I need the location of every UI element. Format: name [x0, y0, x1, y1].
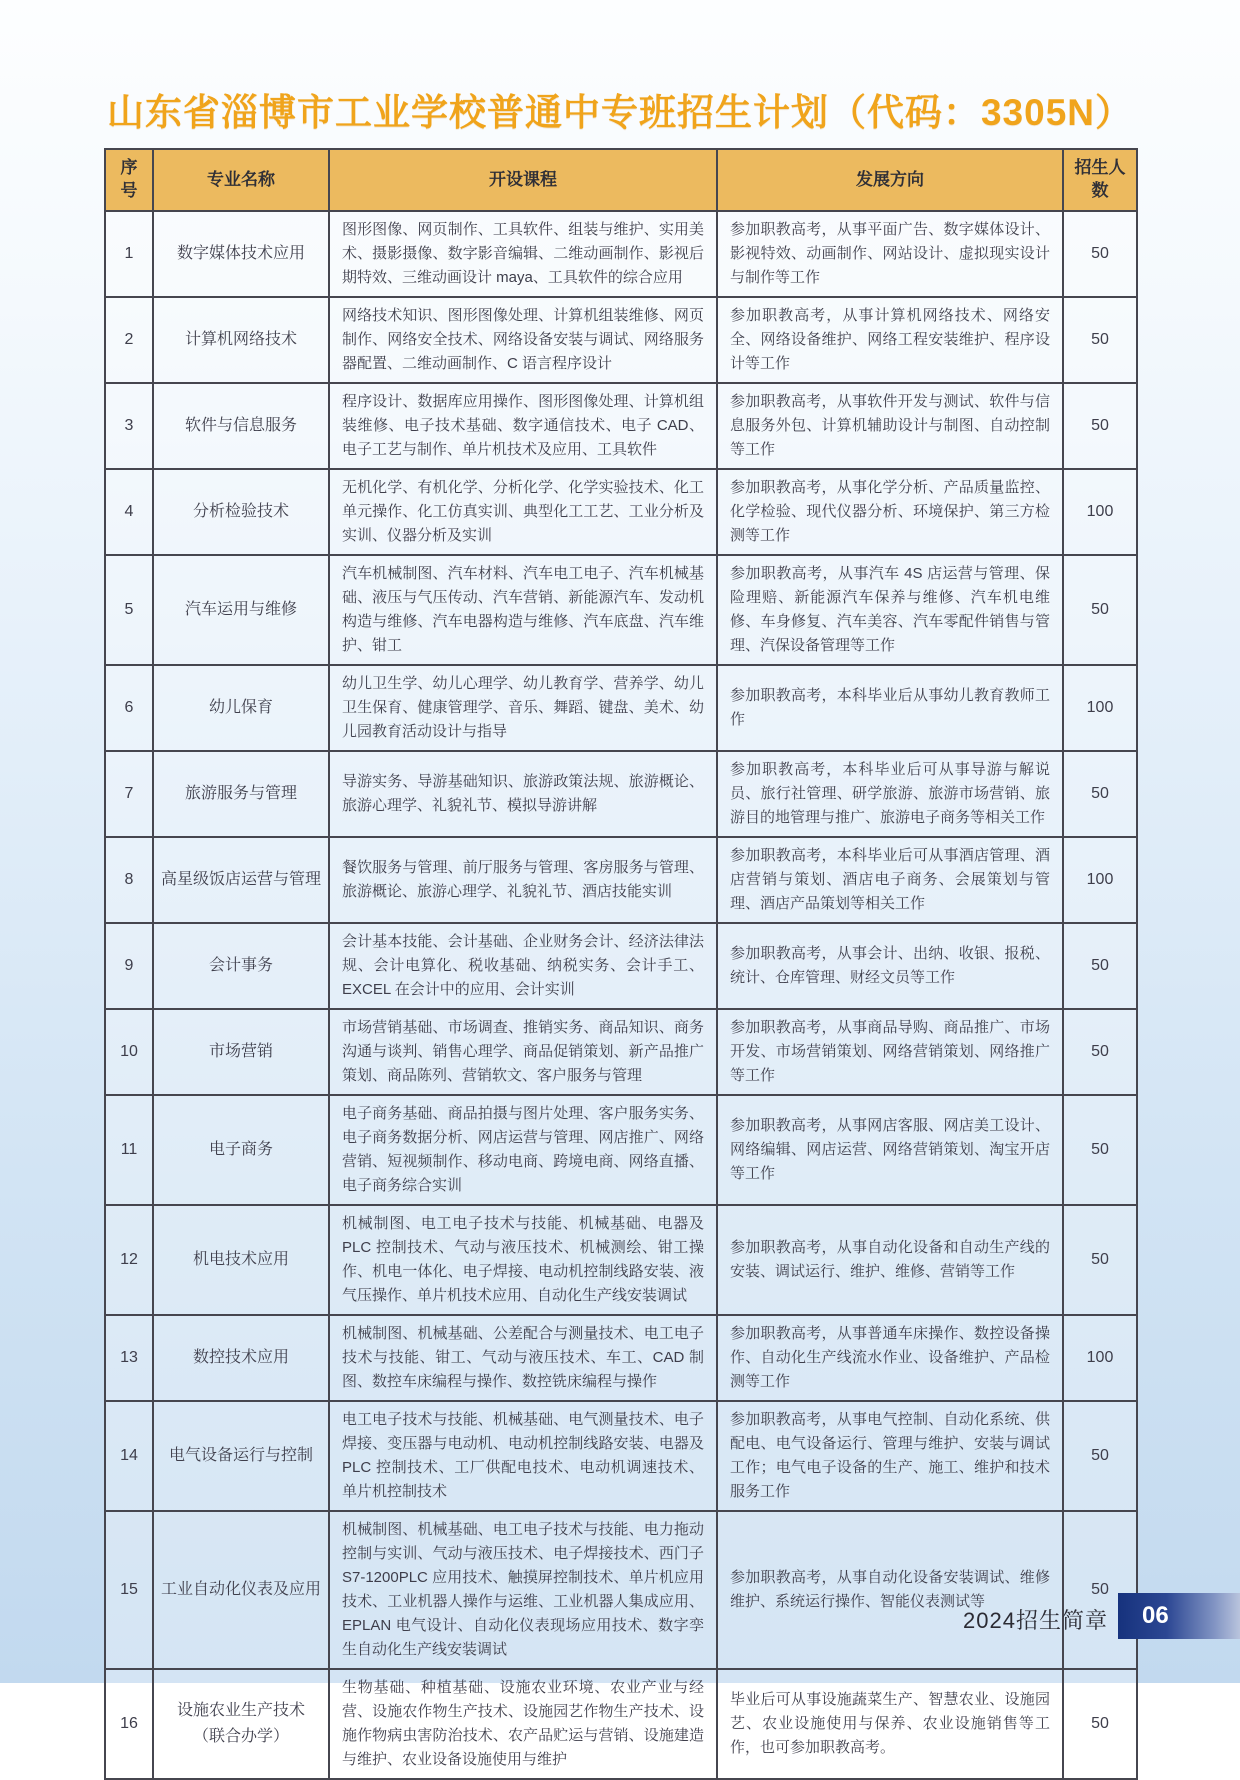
row-number: 15: [105, 1511, 153, 1669]
courses-offered: 生物基础、种植基础、设施农业环境、农业产业与经营、设施农作物生产技术、设施园艺作物生产技术、设施作物病虫害防治技术、农产品贮运与营销、设施建造与维护、农业设备设施使用与维护: [329, 1669, 717, 1779]
development-direction: 参加职教高考，从事电气控制、自动化系统、供配电、电气设备运行、管理与维护、安装与调试工作；电气电子设备的生产、施工、维护和技术服务工作: [717, 1401, 1063, 1511]
development-direction: 毕业后可从事设施蔬菜生产、智慧农业、设施园艺、农业设施使用与保养、农业设施销售等工作，也可参加职教高考。: [717, 1669, 1063, 1779]
header-quota: 招生人数: [1063, 149, 1137, 211]
major-name-text: 工业自动化仪表及应用: [160, 1581, 321, 1599]
page-title: 山东省淄博市工业学校普通中专班招生计划（代码：3305N）: [106, 92, 1134, 133]
enrollment-quota: 50: [1063, 555, 1137, 665]
row-number: 13: [105, 1315, 153, 1401]
courses-offered: 机械制图、电工电子技术与技能、机械基础、电器及 PLC 控制技术、气动与液压技术、机械测绘、钳工操作、机电一体化、电子焊接、电动机控制线路安装、液气压操作、单片机技术应用、自动化生产线安装调试: [329, 1205, 717, 1315]
major-name-text: 计算机网络技术: [184, 331, 297, 349]
major-name: [153, 1315, 329, 1401]
development-direction: 参加职教高考，从事化学分析、产品质量监控、化学检验、现代仪器分析、环境保护、第三方检测等工作: [717, 469, 1063, 555]
table-row: [105, 1095, 1137, 1205]
enrollment-quota: 100: [1063, 1315, 1137, 1401]
row-number: 9: [105, 923, 153, 1009]
major-name: [153, 751, 329, 837]
courses-offered: 图形图像、网页制作、工具软件、组装与维护、实用美术、摄影摄像、数字影音编辑、二维动画制作、影视后期特效、三维动画设计 maya、工具软件的综合应用: [329, 211, 717, 297]
major-name-text: 电气设备运行与控制: [168, 1447, 313, 1465]
table-row: [105, 923, 1137, 1009]
courses-offered: 幼儿卫生学、幼儿心理学、幼儿教育学、营养学、幼儿卫生保育、健康管理学、音乐、舞蹈、键盘、美术、幼儿园教育活动设计与指导: [329, 665, 717, 751]
courses-offered: 网络技术知识、图形图像处理、计算机组装维修、网页制作、网络安全技术、网络设备安装与调试、网络服务器配置、二维动画制作、C 语言程序设计: [329, 297, 717, 383]
row-number: 4: [105, 469, 153, 555]
table-row: [105, 1205, 1137, 1315]
table-body: [105, 211, 1137, 1779]
development-direction: 参加职教高考，从事汽车 4S 店运营与管理、保险理赔、新能源汽车保养与维修、汽车机电维修、车身修复、汽车美容、汽车零配件销售与管理、汽保设备管理等工作: [717, 555, 1063, 665]
enrollment-quota: 50: [1063, 923, 1137, 1009]
table-row: [105, 297, 1137, 383]
major-name: [153, 297, 329, 383]
row-number: 12: [105, 1205, 153, 1315]
enrollment-quota: 100: [1063, 665, 1137, 751]
major-name: [153, 1669, 329, 1779]
development-direction: 参加职教高考，从事计算机网络技术、网络安全、网络设备维护、网络工程安装维护、程序设计等工作: [717, 297, 1063, 383]
row-number: 11: [105, 1095, 153, 1205]
row-number: 8: [105, 837, 153, 923]
development-direction: 参加职教高考，从事自动化设备安装调试、维修维护、系统运行操作、智能仪表测试等: [717, 1511, 1063, 1669]
enrollment-quota: 50: [1063, 1401, 1137, 1511]
courses-offered: 机械制图、机械基础、公差配合与测量技术、电工电子技术与技能、钳工、气动与液压技术、车工、CAD 制图、数控车床编程与操作、数控铣床编程与操作: [329, 1315, 717, 1401]
major-name-text: 高星级饭店运营与管理: [160, 871, 321, 889]
major-name: [153, 1205, 329, 1315]
courses-offered: 餐饮服务与管理、前厅服务与管理、客房服务与管理、旅游概论、旅游心理学、礼貌礼节、酒店技能实训: [329, 837, 717, 923]
development-direction: 参加职教高考，从事商品导购、商品推广、市场开发、市场营销策划、网络营销策划、网络推广等工作: [717, 1009, 1063, 1095]
table-row: [105, 383, 1137, 469]
courses-offered: 机械制图、机械基础、电工电子技术与技能、电力拖动控制与实训、气动与液压技术、电子焊接技术、西门子S7-1200PLC 应用技术、触摸屏控制技术、单片机应用技术、工业机器人操作与运维、工业机器人集成应用、EPLAN 电气设计、自动化仪表现场应用技术、数字孪生自动化生产线安装调试: [329, 1511, 717, 1669]
development-direction: 参加职教高考，本科毕业后可从事导游与解说员、旅行社管理、研学旅游、旅游市场营销、旅游目的地管理与推广、旅游电子商务等相关工作: [717, 751, 1063, 837]
enrollment-quota: 100: [1063, 469, 1137, 555]
major-name-text: 电子商务: [208, 1141, 273, 1159]
development-direction: 参加职教高考，从事自动化设备和自动生产线的安装、调试运行、维护、维修、营销等工作: [717, 1205, 1063, 1315]
development-direction: 参加职教高考，本科毕业后从事幼儿教育教师工作: [717, 665, 1063, 751]
major-name: [153, 1009, 329, 1095]
table-header: [105, 149, 1137, 211]
page-number-badge: [1118, 1593, 1240, 1639]
table-row: [105, 1009, 1137, 1095]
enrollment-quota: 50: [1063, 1095, 1137, 1205]
major-name-text: 旅游服务与管理: [184, 785, 297, 803]
major-name: [153, 923, 329, 1009]
row-number: 1: [105, 211, 153, 297]
row-number: 14: [105, 1401, 153, 1511]
row-number: 2: [105, 297, 153, 383]
development-direction: 参加职教高考，从事会计、出纳、收银、报税、统计、仓库管理、财经文员等工作: [717, 923, 1063, 1009]
major-name: [153, 211, 329, 297]
major-name-text: 幼儿保育: [208, 699, 273, 717]
enrollment-quota: 50: [1063, 1669, 1137, 1779]
table-row: [105, 211, 1137, 297]
header-major: 专业名称: [153, 149, 329, 211]
major-name-text: 市场营销: [208, 1043, 273, 1061]
courses-offered: 市场营销基础、市场调查、推销实务、商品知识、商务沟通与谈判、销售心理学、商品促销策划、新产品推广策划、商品陈列、营销软文、客户服务与管理: [329, 1009, 717, 1095]
table-row: [105, 837, 1137, 923]
table-row: [105, 1401, 1137, 1511]
courses-offered: 程序设计、数据库应用操作、图形图像处理、计算机组装维修、电子技术基础、数字通信技术、电子 CAD、电子工艺与制作、单片机技术及应用、工具软件: [329, 383, 717, 469]
courses-offered: 电工电子技术与技能、机械基础、电气测量技术、电子焊接、变压器与电动机、电动机控制线路安装、电器及 PLC 控制技术、工厂供配电技术、电动机调速技术、单片机控制技术: [329, 1401, 717, 1511]
courses-offered: 电子商务基础、商品拍摄与图片处理、客户服务实务、电子商务数据分析、网店运营与管理、网店推广、网络营销、短视频制作、移动电商、跨境电商、网络直播、电子商务综合实训: [329, 1095, 717, 1205]
table-row: [105, 1511, 1137, 1669]
enrollment-quota: 50: [1063, 1205, 1137, 1315]
table-row: [105, 469, 1137, 555]
major-name-text: 机电技术应用: [192, 1251, 289, 1269]
table-row: [105, 1669, 1137, 1779]
major-name: [153, 383, 329, 469]
row-number: 10: [105, 1009, 153, 1095]
enrollment-quota: 50: [1063, 1511, 1137, 1669]
courses-offered: 无机化学、有机化学、分析化学、化学实验技术、化工单元操作、化工仿真实训、典型化工工艺、工业分析及实训、仪器分析及实训: [329, 469, 717, 555]
row-number: 7: [105, 751, 153, 837]
courses-offered: 汽车机械制图、汽车材料、汽车电工电子、汽车机械基础、液压与气压传动、汽车营销、新能源汽车、发动机构造与维修、汽车电器构造与维修、汽车底盘、汽车维护、钳工: [329, 555, 717, 665]
major-name: [153, 469, 329, 555]
courses-offered: 导游实务、导游基础知识、旅游政策法规、旅游概论、旅游心理学、礼貌礼节、模拟导游讲解: [329, 751, 717, 837]
row-number: 5: [105, 555, 153, 665]
table-row: [105, 665, 1137, 751]
major-name: [153, 555, 329, 665]
major-name-text: 设施农业生产技术: [176, 1702, 305, 1720]
development-direction: 参加职教高考，本科毕业后可从事酒店管理、酒店营销与策划、酒店电子商务、会展策划与管理、酒店产品策划等相关工作: [717, 837, 1063, 923]
major-name: [153, 665, 329, 751]
major-name: [153, 837, 329, 923]
development-direction: 参加职教高考，从事平面广告、数字媒体设计、影视特效、动画制作、网站设计、虚拟现实设计与制作等工作: [717, 211, 1063, 297]
enrollment-quota: 50: [1063, 1009, 1137, 1095]
enrollment-quota: 50: [1063, 751, 1137, 837]
table-row: [105, 751, 1137, 837]
enrollment-quota: 100: [1063, 837, 1137, 923]
footer-label: 2024招生简章: [963, 1608, 1108, 1633]
major-name: [153, 1401, 329, 1511]
enrollment-plan-table: [104, 148, 1138, 1780]
table-row: [105, 555, 1137, 665]
major-name: [153, 1095, 329, 1205]
enrollment-quota: 50: [1063, 383, 1137, 469]
courses-offered: 会计基本技能、会计基础、企业财务会计、经济法律法规、会计电算化、税收基础、纳税实务、会计手工、EXCEL 在会计中的应用、会计实训: [329, 923, 717, 1009]
major-name: [153, 1511, 329, 1669]
major-name-text: 数控技术应用: [192, 1349, 289, 1367]
enrollment-quota: 50: [1063, 211, 1137, 297]
row-number: 16: [105, 1669, 153, 1779]
major-name-subtext: （联合办学）: [192, 1728, 289, 1745]
major-name-text: 数字媒体技术应用: [176, 245, 305, 263]
major-name-text: 汽车运用与维修: [184, 601, 297, 619]
development-direction: 参加职教高考，从事网店客服、网店美工设计、网络编辑、网店运营、网络营销策划、淘宝开店等工作: [717, 1095, 1063, 1205]
header-courses: 开设课程: [329, 149, 717, 211]
row-number: 3: [105, 383, 153, 469]
row-number: 6: [105, 665, 153, 751]
development-direction: 参加职教高考，从事普通车床操作、数控设备操作、自动化生产线流水作业、设备维护、产品检测等工作: [717, 1315, 1063, 1401]
header-no: 序号: [105, 149, 153, 211]
page-number: 06: [1142, 1602, 1169, 1629]
header-direction: 发展方向: [717, 149, 1063, 211]
major-name-text: 软件与信息服务: [184, 417, 297, 435]
development-direction: 参加职教高考，从事软件开发与测试、软件与信息服务外包、计算机辅助设计与制图、自动控制等工作: [717, 383, 1063, 469]
major-name-text: 分析检验技术: [192, 503, 289, 521]
header-row: [105, 149, 1137, 211]
major-name-text: 会计事务: [208, 957, 273, 975]
enrollment-quota: 50: [1063, 297, 1137, 383]
table-row: [105, 1315, 1137, 1401]
